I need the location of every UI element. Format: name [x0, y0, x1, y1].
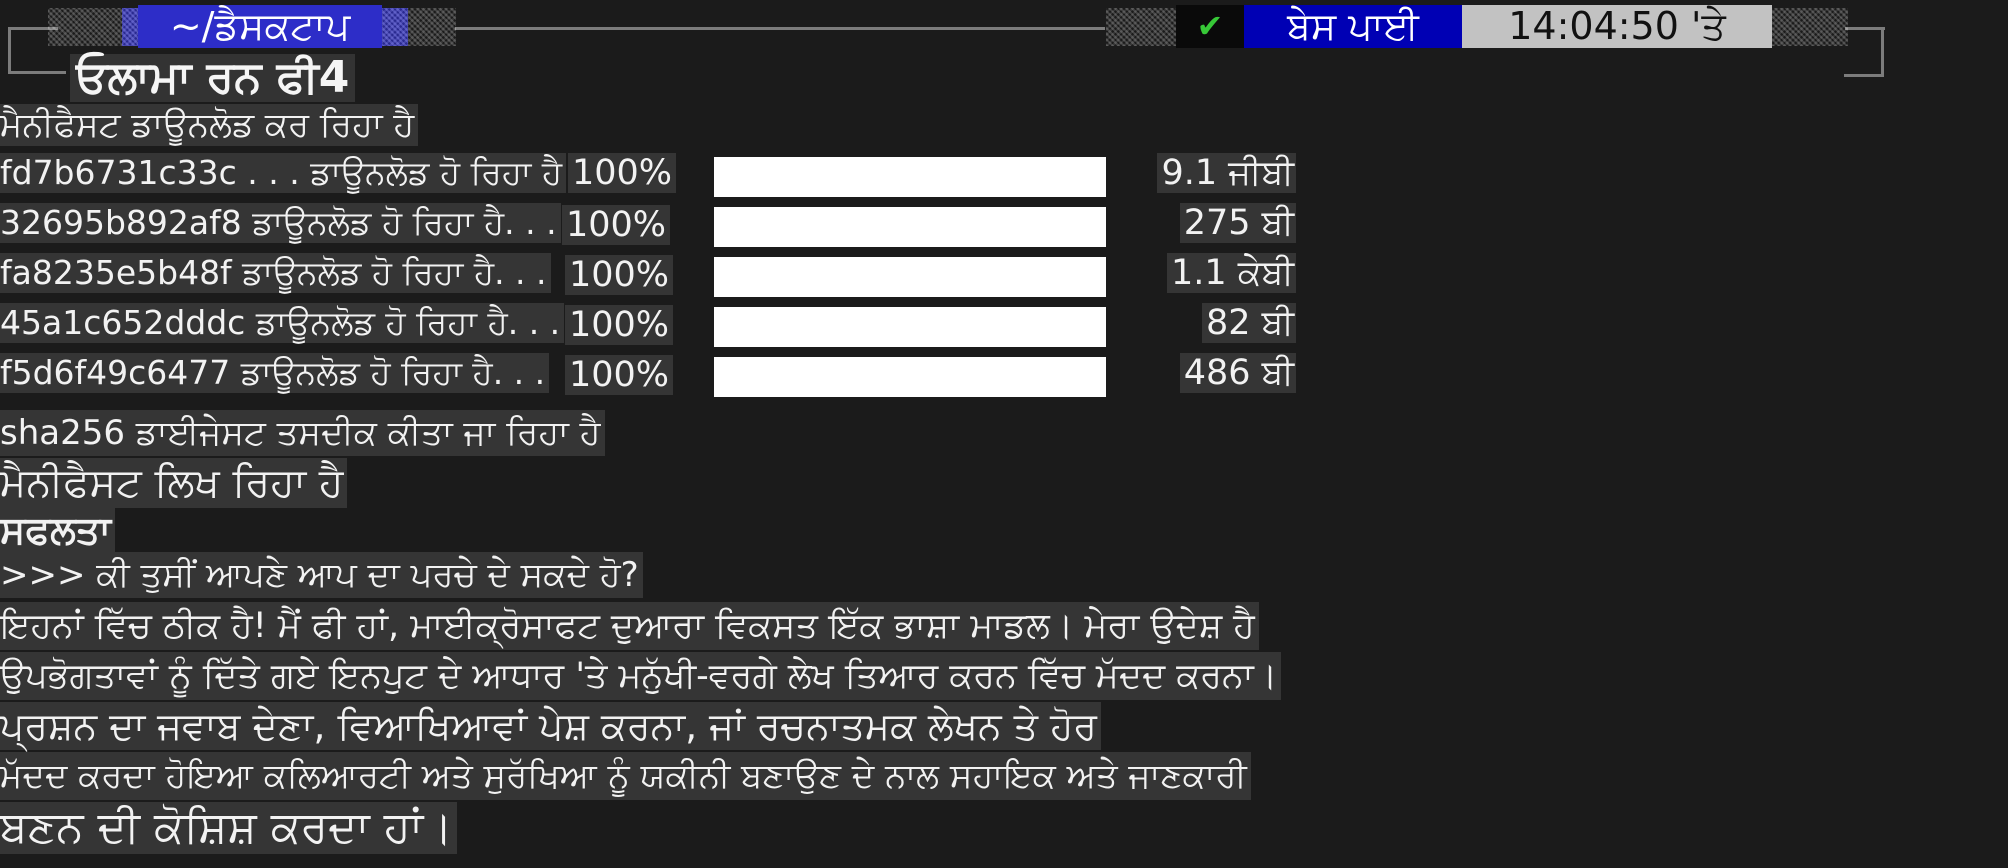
progress-bar-fill	[714, 357, 1106, 397]
user-prompt: >>> ਕੀ ਤੁਸੀਂ ਆਪਣੇ ਆਪ ਦਾ ਪਰਚੇ ਦੇ ਸਕਦੇ ਹੋ?	[0, 552, 643, 598]
download-size: 275 ਬੀ	[1180, 203, 1296, 243]
status-success: ਸਫਲਤਾ	[0, 508, 115, 552]
download-label: 32695b892af8 ਡਾਊਨਲੋਡ ਹੋ ਰਿਹਾ ਹੈ. . .	[0, 203, 561, 243]
frame-line	[1844, 74, 1884, 77]
powerline-separator	[382, 8, 408, 46]
progress-bar-fill	[714, 207, 1106, 247]
answer-line: ਮੱਦਦ ਕਰਦਾ ਹੋਇਆ ਕਲਿਆਰਟੀ ਅਤੇ ਸੁਰੱਖਿਆ ਨੂੰ ਯਕੀਨੀ ਬਣਾਉਣ ਦੇ ਨਾਲ ਸਹਾਇਕ ਅਤੇ ਜਾਣਕਾਰੀ	[0, 752, 1251, 800]
success-check-icon: ✔	[1176, 5, 1244, 48]
progress-bar	[714, 357, 1106, 397]
progress-bar-fill	[714, 307, 1106, 347]
progress-bar	[714, 207, 1106, 247]
download-size: 9.1 ਜੀਬੀ	[1157, 153, 1296, 193]
command-title: ਓਲਾਮਾ ਰਨ ਫੀ4	[70, 54, 355, 102]
frame-line	[8, 71, 66, 74]
download-size: 486 ਬੀ	[1180, 353, 1296, 393]
prompt-path: ~/ਡੈਸਕਟਾਪ	[138, 5, 382, 48]
prompt-time: 14:04:50 'ਤੇ	[1462, 5, 1772, 48]
status-writing: ਮੈਨੀਫੈਸਟ ਲਿਖ ਰਿਹਾ ਹੈ	[0, 458, 347, 508]
progress-bar-fill	[714, 157, 1106, 197]
progress-bar	[714, 257, 1106, 297]
frame-line	[8, 29, 11, 74]
answer-line: ਉਪਭੋਗਤਾਵਾਂ ਨੂੰ ਦਿੱਤੇ ਗਏ ਇਨਪੁਟ ਦੇ ਆਧਾਰ 'ਤੇ ਮਨੁੱਖੀ-ਵਰਗੇ ਲੇਖ ਤਿਆਰ ਕਰਨ ਵਿੱਚ ਮੱਦਦ ਕਰਨਾ।	[0, 652, 1281, 700]
answer-line: ਇਹਨਾਂ ਵਿੱਚ ਠੀਕ ਹੈ! ਮੈਂ ਫੀ ਹਾਂ, ਮਾਈਕ੍ਰੋਸਾਫਟ ਦੁਆਰਾ ਵਿਕਸਤ ਇੱਕ ਭਾਸ਼ਾ ਮਾਡਲ। ਮੇਰਾ ਉਦੇਸ਼ ਹੈ	[0, 602, 1259, 650]
download-percent: 100%	[562, 205, 670, 245]
frame-line	[455, 27, 1105, 30]
powerline-separator	[1106, 8, 1176, 46]
download-percent: 100%	[568, 153, 676, 193]
download-label: fa8235e5b48f ਡਾਊਨਲੋਡ ਹੋ ਰਿਹਾ ਹੈ. . .	[0, 253, 551, 293]
download-percent: 100%	[565, 255, 673, 295]
download-label: f5d6f49c6477 ਡਾਊਨਲੋਡ ਹੋ ਰਿਹਾ ਹੈ. . .	[0, 353, 549, 393]
download-percent: 100%	[565, 355, 673, 395]
download-label: 45a1c652dddc ਡਾਊਨਲੋਡ ਹੋ ਰਿਹਾ ਹੈ. . .	[0, 303, 564, 343]
frame-line	[1881, 29, 1884, 77]
powerline-separator	[122, 8, 138, 46]
answer-line: ਪ੍ਰਸ਼ਨ ਦਾ ਜਵਾਬ ਦੇਣਾ, ਵਿਆਖਿਆਵਾਂ ਪੇਸ਼ ਕਰਨਾ, ਜਾਂ ਰਚਨਾਤਮਕ ਲੇਖਨ ਤੇ ਹੋਰ	[0, 702, 1101, 750]
answer-line: ਬਣਨ ਦੀ ਕੋਸ਼ਿਸ਼ ਕਰਦਾ ਹਾਂ।	[0, 802, 457, 854]
status-verify: sha256 ਡਾਈਜੇਸਟ ਤਸਦੀਕ ਕੀਤਾ ਜਾ ਰਿਹਾ ਹੈ	[0, 410, 605, 456]
prompt-language: ਬੇਸ ਪਾਈ	[1244, 5, 1462, 48]
download-size: 1.1 ਕੇਬੀ	[1167, 253, 1296, 293]
download-label: fd7b6731c33c . . . ਡਾਊਨਲੋਡ ਹੋ ਰਿਹਾ ਹੈ	[0, 153, 566, 193]
download-percent: 100%	[565, 305, 673, 345]
powerline-separator	[408, 8, 456, 46]
status-manifest: ਮੈਨੀਫੈਸਟ ਡਾਊਨਲੋਡ ਕਰ ਰਿਹਾ ਹੈ	[0, 104, 418, 146]
powerline-separator	[1772, 8, 1848, 46]
progress-bar	[714, 157, 1106, 197]
frame-line	[1845, 27, 1885, 30]
progress-bar	[714, 307, 1106, 347]
powerline-separator	[48, 8, 122, 46]
progress-bar-fill	[714, 257, 1106, 297]
download-size: 82 ਬੀ	[1202, 303, 1296, 343]
